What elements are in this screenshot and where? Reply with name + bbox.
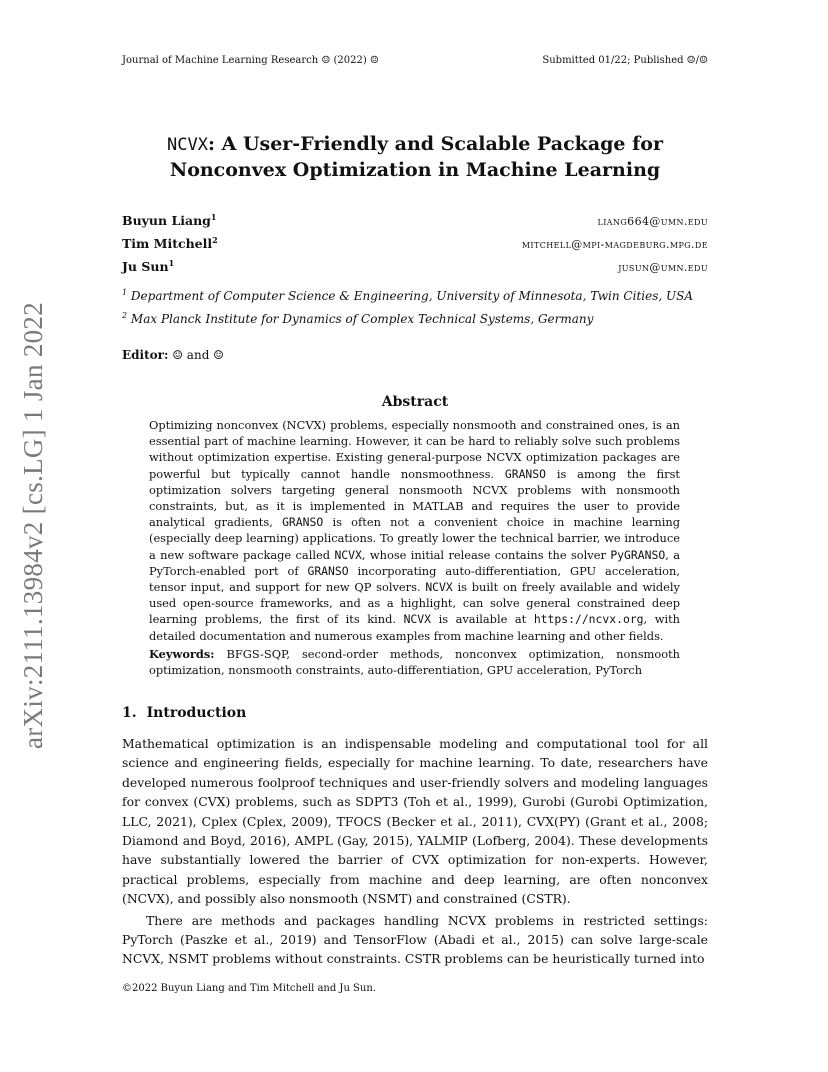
journal-info: Journal of Machine Learning Research ☺ (2022) ☺ xyxy=(122,55,379,66)
keywords xyxy=(149,646,680,678)
code-ncvx: NCVX xyxy=(403,612,432,627)
section-heading xyxy=(122,705,246,721)
code-granso: GRANSO xyxy=(282,515,324,530)
introduction-text xyxy=(122,734,708,969)
abstract-heading: Abstract xyxy=(381,394,449,410)
editor-label: Editor: xyxy=(122,348,169,362)
affiliation xyxy=(122,306,722,329)
affiliation xyxy=(122,283,722,306)
affiliation-mark: 2 xyxy=(122,311,128,320)
author-row xyxy=(122,231,708,254)
title-code: NCVX xyxy=(167,135,208,155)
title-rest: : A User-Friendly and Scalable Package for Nonconvex Optimization in Machine Learning xyxy=(169,133,663,181)
author-row xyxy=(122,254,708,277)
code-ncvx: NCVX xyxy=(334,547,362,562)
editor-value: ☺ and ☺ xyxy=(172,348,224,362)
affiliation-text: Department of Computer Science & Engineering, University of Minnesota, Twin Cities, USA xyxy=(130,289,693,303)
code-pygranso: PyGRANSO xyxy=(610,547,666,562)
author-block xyxy=(122,208,708,277)
author-affil-mark: 2 xyxy=(212,235,218,246)
author-name: Ju Sun xyxy=(122,259,169,275)
author-row xyxy=(122,208,708,231)
keywords-text: BFGS-SQP, second-order methods, nonconvex optimization, nonsmooth optimization, nonsmooth constraints, auto-differentiation, GPU acceleration, PyTorch xyxy=(149,647,680,678)
author-name: Tim Mitchell xyxy=(122,236,213,252)
submission-info: Submitted 01/22; Published ☺/☺ xyxy=(542,55,708,66)
running-head xyxy=(122,55,708,66)
keywords-label: Keywords: xyxy=(149,647,215,661)
section-number: 1. xyxy=(122,705,137,721)
paragraph: There are methods and packages handling NCVX problems in restricted settings: PyTorch (Paszke et al., 2019) and TensorFlow (Abadi et al., 2015) can solve large-scale NCVX, NSMT problems without constraints. CSTR problems can be heuristically turned into xyxy=(122,912,708,967)
arxiv-stamp xyxy=(20,300,48,750)
affiliations xyxy=(122,283,722,329)
author-email[interactable]: mitchell@mpi-magdeburg.mpg.de xyxy=(521,238,708,252)
code-granso: GRANSO xyxy=(307,563,349,578)
arxiv-identifier[interactable]: arXiv:2111.13984v2 [cs.LG] 1 Jan 2022 xyxy=(18,301,49,749)
paragraph: Mathematical optimization is an indispensable modeling and computational tool for all science and engineering fields, especially for machine learning. To date, researchers have developed numerous foolproof techniques and user-friendly solvers and modeling languages for convex (CVX) problems, such as SDPT3 (Toh et al., 1999), Gurobi (Gurobi Optimization, LLC, 2021), Cplex (Cplex, 2009), TFOCS (Becker et al., 2011), CVX(PY) (Grant et al., 2008; Diamond and Boyd, 2016), AMPL (Gay, 2015), YALMIP (Lofberg, 2004). These developments have substantially lowered the barrier of CVX optimization for non-experts. However, practical problems, especially from machine and deep learning, are often nonconvex (NCVX), and possibly also nonsmooth (NSMT) and constrained (CSTR). xyxy=(122,736,708,907)
copyright-footer: ©2022 Buyun Liang and Tim Mitchell and Ju Sun. xyxy=(122,983,376,994)
affiliation-mark: 1 xyxy=(122,288,128,297)
author-email[interactable]: liang664@umn.edu xyxy=(597,215,708,229)
abstract-text: Optimizing nonconvex (NCVX) problems, especially nonsmooth and constrained ones, is an essential part of machine learning. However, it can be hard to reliably solve such problems without optimization expertise. Existing general-purpose NCVX optimization packages are powerful but typically cannot handle nonsmoothness. GRANSO is among the first optimization solvers targeting general nonsmooth NCVX problems with nonsmooth constraints, but, as it is implemented in MATLAB and requires the user to provide analytical gradients, GRANSO is often not a convenient choice in machine learning (especially deep learning) applications. To greatly lower the technical barrier, we introduce a new software package called NCVX, whose initial release contains the solver PyGRANSO, a PyTorch-enabled port of GRANSO incorporating auto-differentiation, GPU acceleration, tensor input, and support for new QP solvers. NCVX is built on freely available and widely used open-source frameworks, and as a highlight, can solve general constrained deep learning problems, the first of its kind. NCVX is available at https://ncvx.org, with detailed documentation and numerous examples from machine learning and other fields. xyxy=(149,418,681,643)
editor-line xyxy=(122,348,224,362)
author-email[interactable]: jusun@umn.edu xyxy=(618,261,708,275)
code-granso: GRANSO xyxy=(504,466,547,481)
section-title: Introduction xyxy=(146,705,247,721)
author-name: Buyun Liang xyxy=(122,213,211,229)
author-affil-mark: 1 xyxy=(168,258,175,269)
affiliation-text: Max Planck Institute for Dynamics of Complex Technical Systems, Germany xyxy=(130,312,594,326)
project-url[interactable]: https://ncvx.org xyxy=(533,612,644,627)
code-ncvx: NCVX xyxy=(425,580,453,595)
paper-title xyxy=(110,132,720,183)
author-affil-mark: 1 xyxy=(210,212,217,222)
